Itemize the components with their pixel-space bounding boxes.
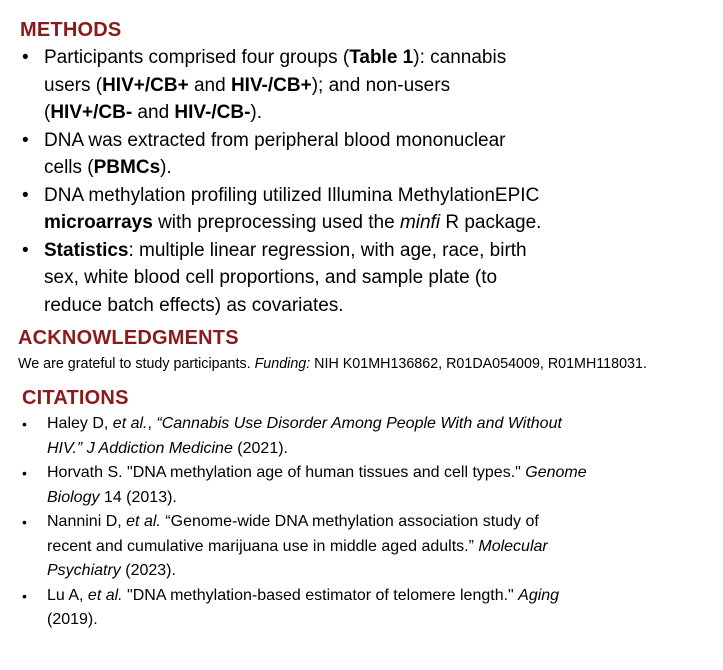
text-line: Lu A, et al. "DNA methylation-based estimator of telomere length." Aging [47,586,560,604]
text-line: (HIV+/CB- and HIV-/CB-). [44,102,263,123]
text-line: recent and cumulative marijuana use in middle aged adults.” Molecular [47,537,548,555]
methods-item-1 [20,44,720,127]
bullet-icon: • [22,47,29,68]
methods-heading: METHODS [20,19,122,41]
bullet-icon: • [22,587,27,604]
bullet-icon: • [22,239,29,261]
text-line: DNA methylation profiling utilized Illumina MethylationEPIC [44,184,540,206]
acknowledgments-text: We are grateful to study participants. Funding: NIH K01MH136862, R01DA054009, R01MH118031. [18,356,647,372]
text-line: reduce batch effects) as covariates. [44,294,344,316]
methods-item-2 [20,127,720,182]
methods-list [20,44,720,319]
citation-item-1 [22,412,702,461]
methods-item-4 [20,237,720,320]
citation-item-4 [22,584,702,633]
text-line: (2019). [47,611,98,628]
text-line: sex, white blood cell proportions, and sample plate (to [44,267,498,288]
citation-item-2 [22,461,702,510]
text-line: Participants comprised four groups (Table 1): cannabis [44,47,507,68]
bullet-icon: • [22,129,29,151]
citations-list [22,412,702,633]
acknowledgments-heading: ACKNOWLEDGMENTS [18,327,239,349]
text-line: Nannini D, et al. “Genome-wide DNA methylation association study of [47,513,539,530]
text-line: Statistics: multiple linear regression, with age, race, birth [44,239,527,261]
methods-item-3 [20,182,720,237]
text-line: HIV.” J Addiction Medicine (2021). [47,439,288,457]
text-line: Horvath S. "DNA methylation age of human tissues and cell types." Genome [47,464,587,481]
text-line: users (HIV+/CB+ and HIV-/CB+); and non-users [44,74,451,96]
text-line: DNA was extracted from peripheral blood mononuclear [44,129,506,151]
bullet-icon: • [22,514,27,530]
text-line: Haley D, et al., “Cannabis Use Disorder Among People With and Without [47,415,562,432]
text-line: Biology 14 (2013). [47,488,177,506]
citations-heading: CITATIONS [22,387,129,409]
bullet-icon: • [22,465,27,481]
bullet-icon: • [22,416,27,432]
text-line: Psychiatry (2023). [47,562,176,579]
text-line: cells (PBMCs). [44,157,172,178]
bullet-icon: • [22,184,29,206]
citation-item-3 [22,510,702,584]
text-line: microarrays with preprocessing used the minfi R package. [44,212,542,233]
